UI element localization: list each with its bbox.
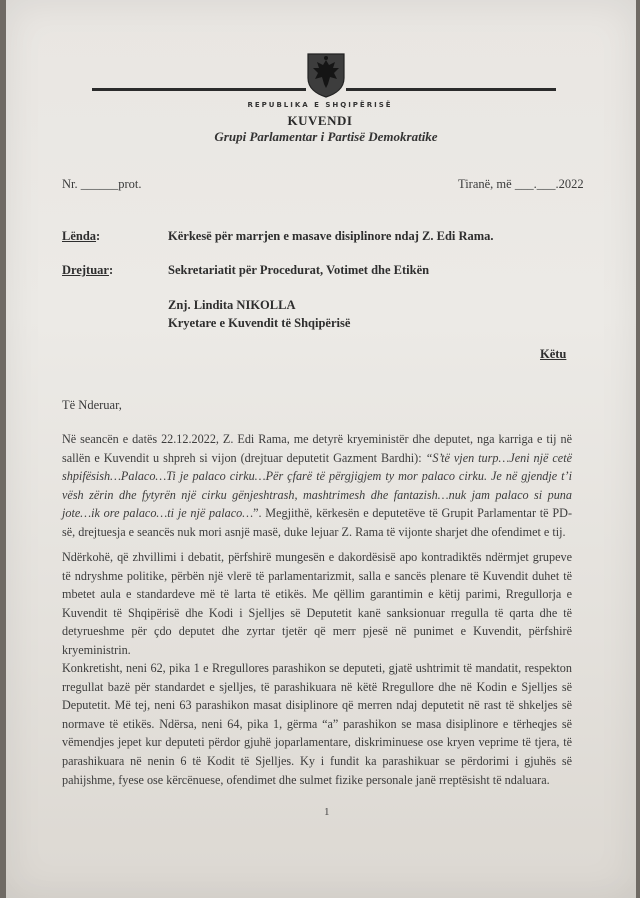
here-label: Këtu <box>540 347 567 361</box>
addressee-label-wrap <box>62 263 113 278</box>
body-paragraph-2: Ndërkohë, që zhvillimi i debatit, përfshirë mungesën e dakordësisë apo kontradiktës ndërmjet grupeve të ndryshme politike, përbën një vlerë të parlamentarizmit, salla e sancës plenare të Kuvendit duhet të mbetet aula e standardeve më të larta të etikës. Me qëllim garantimin e këtij parimi, Rregullorja e Kuvendit të Shqipërisë dhe Kodi i Sjelljes së Deputetit kanë sanksionuar rregulla të qarta dhe të detyrueshme për çdo deputet dhe zyrtar tjetër që merr pjesë në punimet e Kuvendit, përfshirë kryeministrin. <box>62 550 572 657</box>
page-number: 1 <box>324 806 330 818</box>
paragraph-1-outro: ”. Megjithë, kërkesën e deputetëve të Grupit Parlamentar të PD-së, drejtuesja e seancës nuk mori asnjë masë, duke lejuar Z. Rama të vijonte sharjet dhe ofendimet e tij. <box>62 506 573 539</box>
paragraph-1-quote: “S’të vjen turp…Jeni një cetë shpifësish…Palaco…Ti je palaco cirku…Për çfarë të përgjigjem ty mor palaco cirku. Je në gjendje t’i vësh zërin dhe fytyrën një cirku gënjeshtrash, mashtrimesh dhe fantazish…nuk jam palaco si puna jote…ik ore palaco…ti je një palaco… <box>62 450 572 521</box>
subject-text: Kërkesë për marrjen e masave disiplinore ndaj Z. Edi Rama. <box>168 229 494 243</box>
addressee-line-1: Sekretariatit për Procedurat, Votimet dhe Etikën <box>168 263 430 277</box>
protocol-number: Nr. ______prot. <box>62 177 142 191</box>
place-date: Tiranë, më ___.___.2022 <box>458 177 584 191</box>
header-rule-left <box>92 88 306 91</box>
body-paragraph-1 <box>62 430 572 542</box>
addressee-line-2: Znj. Lindita NIKOLLA <box>168 298 296 312</box>
republic-title: REPUBLIKA E SHQIPËRISË <box>247 101 393 109</box>
salutation: Të Nderuar, <box>62 398 122 412</box>
addressee-line-3: Kryetare e Kuvendit të Shqipërisë <box>168 316 351 330</box>
body-paragraph-3: Konkretisht, neni 62, pika 1 e Rregullores parashikon se deputeti, gjatë ushtrimit të mandatit, respekton rregullat bazë për standardet e sjelljes, të parashikuara në këtë Rregullore dhe në Kodin e Sjelljes së Deputetit. Më tej, neni 63 parashikon masat disiplinore që merren ndaj deputetit në rast të shkeljes së normave të etikës. Ndërsa, neni 64, pika 1, gërma “a” parashikon se masa disiplinore e tërheqjes së vëmendjes jepet kur deputeti përdor gjuhë joparlamentare, diskriminuese ose kryen veprime të tjera, të parashikuara në nenin 6 të Kodit të Sjelljes. Ky i fundit ka parashikuar se përdorimi i gjuhës së pahijshme, fyese ose kërcënuese, ofendimet dhe sulmet fizike personale janë rreptësisht të ndaluara. <box>62 661 572 787</box>
institution-title: KUVENDI <box>287 113 353 128</box>
albanian-eagle-emblem-icon <box>306 52 346 98</box>
subject-colon: : <box>96 229 101 243</box>
addressee-label: Drejtuar <box>62 263 109 277</box>
subject-label-wrap <box>62 229 100 244</box>
subject-label: Lënda <box>62 229 97 243</box>
group-title: Grupi Parlamentar i Partisë Demokratike <box>214 129 438 144</box>
header-rule-right <box>346 88 556 91</box>
paragraph-1-intro: Në seancën e datës 22.12.2022, Z. Edi Rama, me detyrë kryeministër dhe deputet, nga karriga e tij në sallën e Kuvendit u shpreh si vijon (drejtuar deputetit Gazment Bardhi): <box>62 432 572 465</box>
addressee-colon: : <box>108 263 114 277</box>
